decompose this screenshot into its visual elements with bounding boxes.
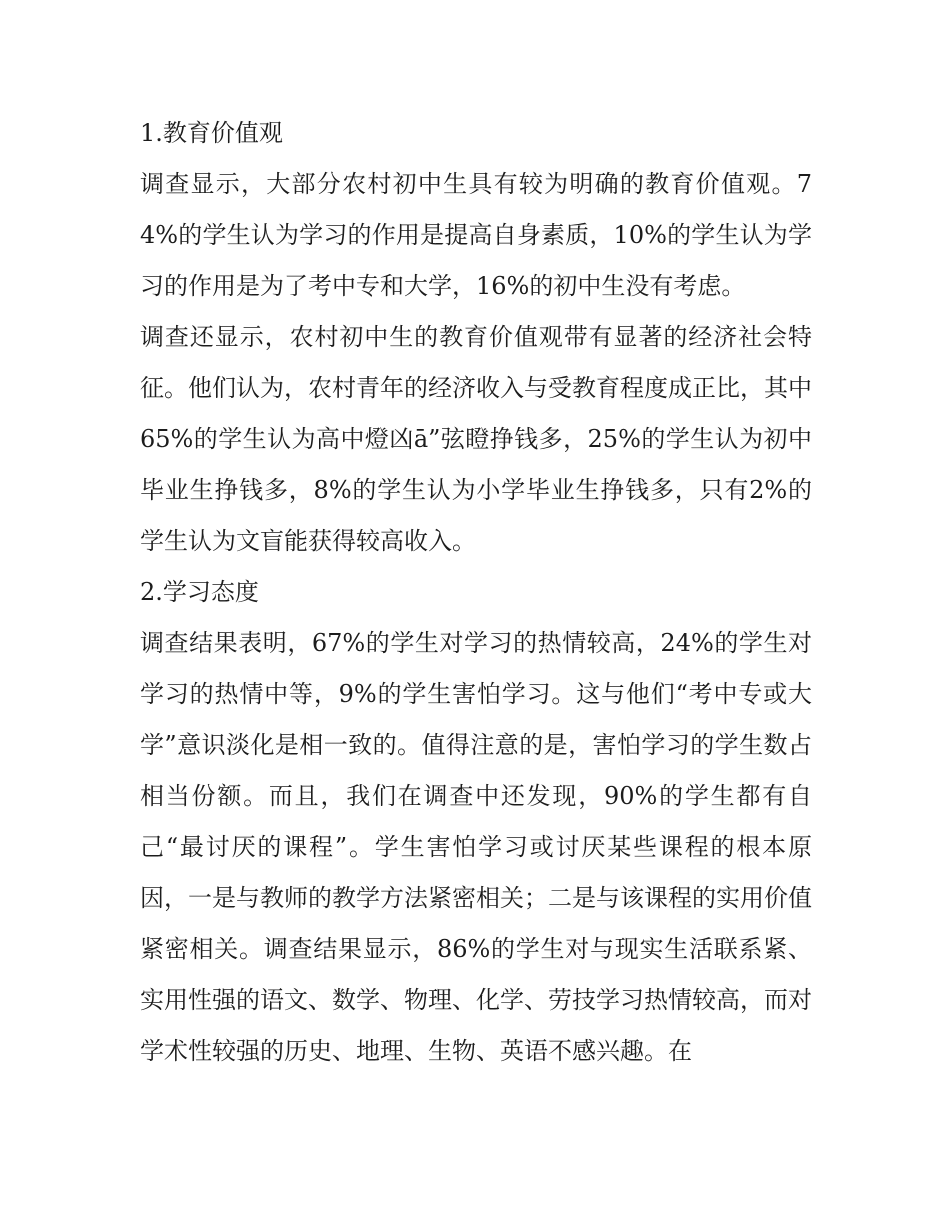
paragraph-education-values-economic: 调查还显示，农村初中生的教育价值观带有显著的经济社会特征。他们认为，农村青年的经济收入与受教育程度成正比，其中65%的学生认为高中燈凶ā”弦瞪挣钱多，25%的学生认为初中毕业生挣钱多，8%的学生认为小学毕业生挣钱多，只有2%的学生认为文盲能获得较高收入。 xyxy=(140,323,812,555)
paragraph-education-values-overview: 调查显示，大部分农村初中生具有较为明确的教育价值观。74%的学生认为学习的作用是提高自身素质，10%的学生认为学习的作用是为了考中专和大学，16%的初中生没有考虑。 xyxy=(140,170,812,300)
paragraph-learning-attitude: 调查结果表明，67%的学生对学习的热情较高，24%的学生对学习的热情中等，9%的学生害怕学习。这与他们“考中专或大学”意识淡化是相一致的。值得注意的是，害怕学习的学生数占相当份额。而且，我们在调查中还发现，90%的学生都有自己“最讨厌的课程”。学生害怕学习或讨厌某些课程的根本原因，一是与教师的教学方法紧密相关；二是与该课程的实用价值紧密相关。调查结果显示，86%的学生对与现实生活联系紧、实用性强的语文、数学、物理、化学、劳技学习热情较高，而对学术性较强的历史、地理、生物、英语不感兴趣。在 xyxy=(140,629,812,1065)
document-body xyxy=(140,108,812,1077)
section-heading-education-values: 1.教育价值观 xyxy=(140,119,283,147)
section-heading-learning-attitude: 2.学习态度 xyxy=(140,578,259,606)
